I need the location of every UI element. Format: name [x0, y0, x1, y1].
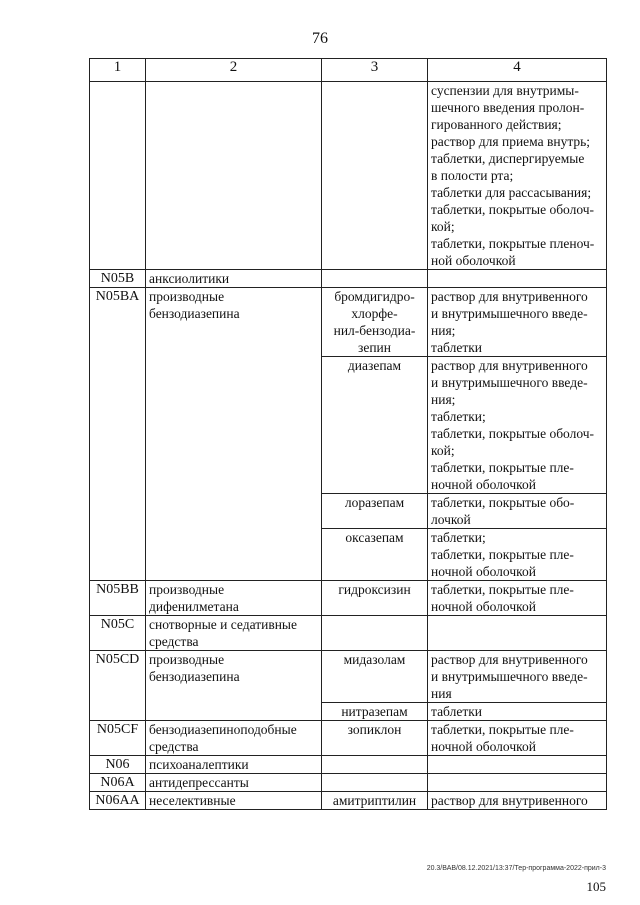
cell-text-line: производные: [149, 652, 225, 667]
dosage-form-cell: [428, 792, 607, 810]
table-row: [90, 721, 607, 756]
cell-text-line: ния;: [431, 323, 456, 338]
group-name-cell: [146, 774, 322, 792]
dosage-form-cell: [428, 721, 607, 756]
cell-text-line: лоразепам: [344, 495, 405, 510]
dosage-form-cell: [428, 494, 607, 529]
atc-code-cell: N05BB: [90, 581, 146, 616]
document-reference: 20.3/ВАВ/08.12.2021/13:37/Тер-программа-2022-прил-3: [426, 865, 606, 872]
drug-name-cell: [322, 357, 428, 494]
atc-code-cell: [90, 82, 146, 270]
cell-text-line: средства: [149, 634, 199, 649]
group-name-cell: [146, 721, 322, 756]
cell-text-line: бензодиазепина: [149, 669, 240, 684]
table-row: [90, 651, 607, 703]
atc-code-cell: N06A: [90, 774, 146, 792]
cell-text-line: гированного действия;: [431, 117, 562, 132]
cell-text-line: ной оболочкой: [431, 253, 516, 268]
atc-code-cell: N05CF: [90, 721, 146, 756]
dosage-form-cell: [428, 756, 607, 774]
cell-text-line: бензодиазепина: [149, 306, 240, 321]
cell-text-line: нитразепам: [341, 704, 408, 719]
cell-text-line: раствор для внутривенного: [431, 793, 588, 808]
cell-text-line: ночной оболочкой: [431, 739, 536, 754]
cell-text-line: таблетки, покрытые пле-: [431, 460, 574, 475]
drug-name-cell: [322, 792, 428, 810]
cell-text-line: оксазепам: [345, 530, 404, 545]
drug-name-cell: [322, 703, 428, 721]
drug-name-cell: [322, 616, 428, 651]
drug-name-cell: [322, 581, 428, 616]
group-name-cell: [146, 288, 322, 581]
dosage-form-cell: [428, 288, 607, 357]
atc-code-cell: N05BA: [90, 288, 146, 581]
table-row: [90, 756, 607, 774]
column-header: 4: [428, 59, 607, 82]
cell-text-line: таблетки, покрытые пле-: [431, 722, 574, 737]
cell-text-line: антидепрессанты: [149, 775, 249, 790]
cell-text-line: и внутримышечного введе-: [431, 669, 588, 684]
atc-code-cell: N05B: [90, 270, 146, 288]
cell-text-line: нил-бензодиа-: [333, 323, 416, 338]
table-row: [90, 82, 607, 270]
column-header: 1: [90, 59, 146, 82]
cell-text-line: таблетки;: [431, 530, 486, 545]
atc-code-cell: N05C: [90, 616, 146, 651]
cell-text-line: дифенилметана: [149, 599, 239, 614]
dosage-form-cell: [428, 774, 607, 792]
cell-text-line: таблетки для рассасывания;: [431, 185, 592, 200]
table-row: [90, 774, 607, 792]
cell-text-line: раствор для внутривенного: [431, 652, 588, 667]
drug-name-cell: [322, 82, 428, 270]
atc-code-cell: N05CD: [90, 651, 146, 721]
cell-text-line: и внутримышечного введе-: [431, 306, 588, 321]
group-name-cell: [146, 651, 322, 721]
cell-text-line: таблетки: [431, 340, 483, 355]
drug-name-cell: [322, 529, 428, 581]
dosage-form-cell: [428, 581, 607, 616]
table-header-row: [90, 59, 607, 82]
table-row: [90, 616, 607, 651]
cell-text-line: ния;: [431, 392, 456, 407]
drug-name-cell: [322, 651, 428, 703]
cell-text-line: кой;: [431, 219, 455, 234]
cell-text-line: ния: [431, 686, 452, 701]
cell-text-line: зопиклон: [347, 722, 402, 737]
cell-text-line: неселективные: [149, 793, 236, 808]
page-number-bottom: 105: [586, 879, 606, 894]
group-name-cell: [146, 270, 322, 288]
cell-text-line: мидазолам: [343, 652, 406, 667]
drug-name-cell: [322, 270, 428, 288]
table-row: [90, 581, 607, 616]
dosage-form-cell: [428, 616, 607, 651]
page-number-top: 76: [312, 30, 328, 47]
table-row: [90, 270, 607, 288]
group-name-cell: [146, 616, 322, 651]
cell-text-line: ночной оболочкой: [431, 564, 536, 579]
cell-text-line: бензодиазепиноподобные: [149, 722, 297, 737]
drug-name-cell: [322, 494, 428, 529]
cell-text-line: таблетки, диспергируемые: [431, 151, 585, 166]
cell-text-line: анксиолитики: [149, 271, 230, 286]
cell-text-line: суспензии для внутримы-: [431, 83, 579, 98]
dosage-form-cell: [428, 651, 607, 703]
cell-text-line: таблетки, покрытые оболоч-: [431, 202, 595, 217]
atc-code-cell: N06AA: [90, 792, 146, 810]
cell-text-line: таблетки, покрытые пленоч-: [431, 236, 595, 251]
dosage-form-cell: [428, 270, 607, 288]
column-header: 3: [322, 59, 428, 82]
group-name-cell: [146, 756, 322, 774]
table-row: [90, 288, 607, 357]
cell-text-line: кой;: [431, 443, 455, 458]
group-name-cell: [146, 581, 322, 616]
table-body: [90, 82, 607, 810]
cell-text-line: таблетки: [431, 704, 483, 719]
drug-name-cell: [322, 721, 428, 756]
cell-text-line: средства: [149, 739, 199, 754]
cell-text-line: гидроксизин: [338, 582, 411, 597]
cell-text-line: таблетки;: [431, 409, 486, 424]
cell-text-line: производные: [149, 289, 225, 304]
atc-code-cell: N06: [90, 756, 146, 774]
cell-text-line: таблетки, покрытые оболоч-: [431, 426, 595, 441]
dosage-form-cell: [428, 82, 607, 270]
dosage-form-cell: [428, 703, 607, 721]
group-name-cell: [146, 82, 322, 270]
cell-text-line: раствор для внутривенного: [431, 289, 588, 304]
cell-text-line: раствор для внутривенного: [431, 358, 588, 373]
drug-name-cell: [322, 288, 428, 357]
cell-text-line: зепин: [358, 340, 391, 355]
cell-text-line: ночной оболочкой: [431, 599, 536, 614]
cell-text-line: бромдигидро-: [334, 289, 415, 304]
cell-text-line: ночной оболочкой: [431, 477, 536, 492]
cell-text-line: диазепам: [347, 358, 402, 373]
cell-text-line: амитриптилин: [332, 793, 417, 808]
dosage-form-cell: [428, 357, 607, 494]
column-header: 2: [146, 59, 322, 82]
cell-text-line: лочкой: [431, 512, 471, 527]
group-name-cell: [146, 792, 322, 810]
table-row: [90, 792, 607, 810]
cell-text-line: производные: [149, 582, 225, 597]
drug-name-cell: [322, 774, 428, 792]
cell-text-line: таблетки, покрытые пле-: [431, 547, 574, 562]
dosage-form-cell: [428, 529, 607, 581]
cell-text-line: хлорфе-: [351, 306, 398, 321]
drug-table: [89, 58, 607, 810]
cell-text-line: раствор для приема внутрь;: [431, 134, 591, 149]
cell-text-line: таблетки, покрытые пле-: [431, 582, 574, 597]
cell-text-line: и внутримышечного введе-: [431, 375, 588, 390]
cell-text-line: таблетки, покрытые обо-: [431, 495, 575, 510]
cell-text-line: снотворные и седативные: [149, 617, 297, 632]
cell-text-line: шечного введения пролон-: [431, 100, 585, 115]
cell-text-line: в полости рта;: [431, 168, 514, 183]
cell-text-line: психоаналептики: [149, 757, 249, 772]
drug-name-cell: [322, 756, 428, 774]
